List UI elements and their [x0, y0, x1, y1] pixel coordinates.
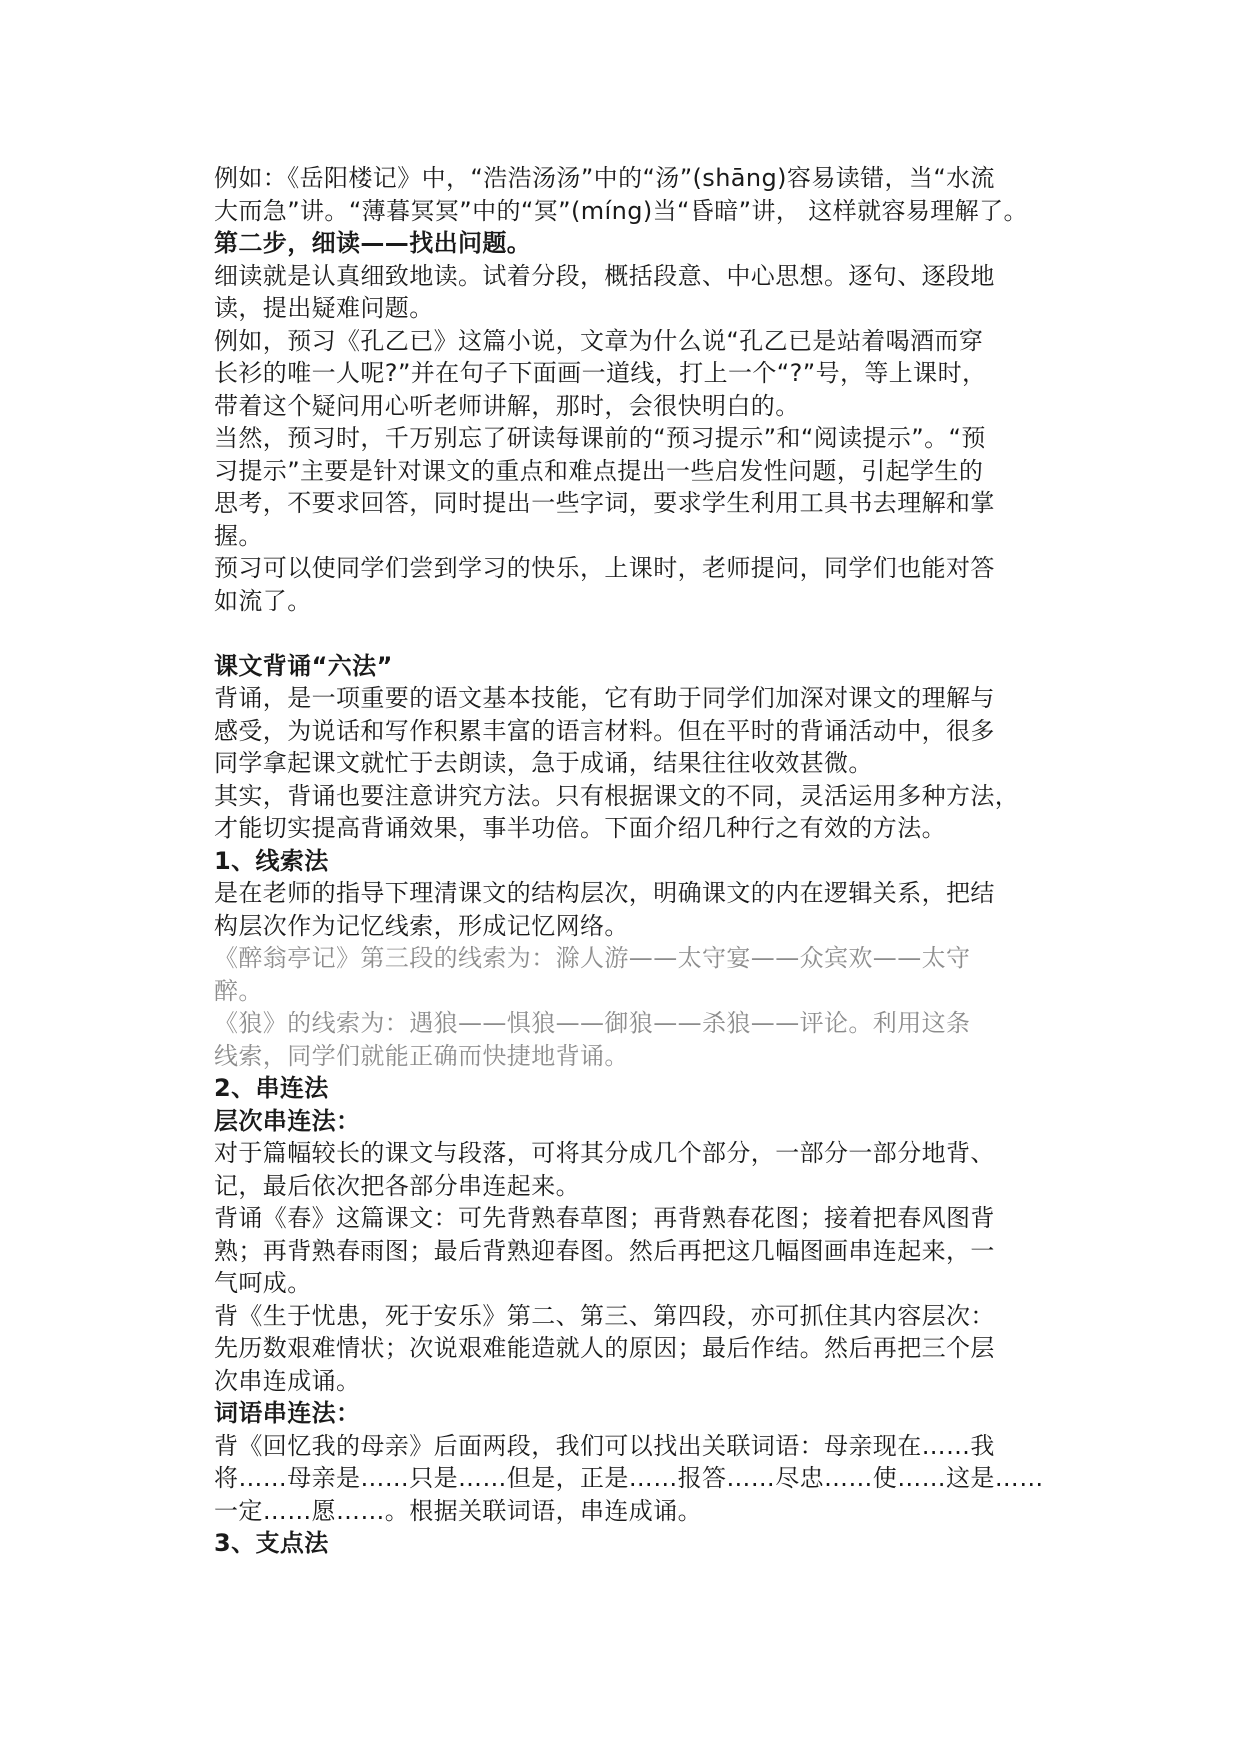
section-heading: 课文背诵“六法”	[214, 651, 393, 680]
body-line: 同学拿起课文就忙于去朗读，急于成诵，结果往往收效甚微。	[214, 749, 873, 777]
section-heading: 第二步，细读——找出问题。	[214, 229, 532, 257]
subsection-heading: 词语串连法：	[214, 1399, 361, 1427]
body-line: 背《回忆我的母亲》后面两段，我们可以找出关联词语：母亲现在……我	[214, 1431, 995, 1460]
body-line: 其实，背诵也要注意讲究方法。只有根据课文的不同，灵活运用多种方法，	[214, 781, 1020, 810]
body-line: 一定……愿……。根据关联词语，串连成诵。	[214, 1496, 702, 1525]
body-line: 气呵成。	[214, 1269, 312, 1297]
method-heading: 1、线索法	[214, 846, 329, 875]
example-line: 线索，同学们就能正确而快捷地背诵。	[214, 1041, 629, 1070]
body-line: 背诵，是一项重要的语文基本技能，它有助于同学们加深对课文的理解与	[214, 684, 995, 712]
body-line: 大而急”讲。“薄暮冥冥”中的“冥”(míng)当“昏暗”讲， 这样就容易理解了。	[214, 196, 1028, 225]
example-line: 醉。	[214, 976, 263, 1005]
body-line: 带着这个疑问用心听老师讲解，那时，会很快明白的。	[214, 391, 800, 420]
method-heading: 2、串连法	[214, 1074, 329, 1102]
body-line: 才能切实提高背诵效果，事半功倍。下面介绍几种行之有效的方法。	[214, 814, 946, 842]
example-line: 《狼》的线索为：遇狼——惧狼——御狼——杀狼——评论。利用这条	[214, 1009, 971, 1037]
body-line: 先历数艰难情状；次说艰难能造就人的原因；最后作结。然后再把三个层	[214, 1334, 995, 1362]
body-line: 如流了。	[214, 586, 312, 615]
body-line: 读，提出疑难问题。	[214, 294, 434, 322]
body-line: 背《生于忧患，死于安乐》第二、第三、第四段，亦可抓住其内容层次：	[214, 1301, 995, 1330]
body-line: 构层次作为记忆线索，形成记忆网络。	[214, 911, 629, 940]
body-line: 感受，为说话和写作积累丰富的语言材料。但在平时的背诵活动中，很多	[214, 716, 995, 745]
body-line: 当然，预习时，千万别忘了研读每课前的“预习提示”和“阅读提示”。“预	[214, 424, 986, 452]
body-line: 背诵《春》这篇课文：可先背熟春草图；再背熟春花图；接着把春风图背	[214, 1204, 995, 1232]
body-line: 例如：《岳阳楼记》中，“浩浩汤汤”中的“汤”(shāng)容易读错，当“水流	[214, 164, 995, 192]
blank-line	[214, 617, 1040, 650]
method-heading: 3、支点法	[214, 1529, 329, 1557]
document-page	[214, 162, 1044, 1560]
body-line: 细读就是认真细致地读。试着分段，概括段意、中心思想。逐句、逐段地	[214, 261, 995, 290]
body-line: 例如，预习《孔乙已》这篇小说，文章为什么说“孔乙已是站着喝酒而穿	[214, 326, 984, 355]
subsection-heading: 层次串连法：	[214, 1106, 361, 1135]
body-line: 对于篇幅较长的课文与段落，可将其分成几个部分，一部分一部分地背、	[214, 1139, 995, 1167]
body-line: 记，最后依次把各部分串连起来。	[214, 1171, 580, 1200]
body-line: 次串连成诵。	[214, 1366, 361, 1395]
body-line: 预习可以使同学们尝到学习的快乐，上课时，老师提问，同学们也能对答	[214, 554, 995, 582]
body-line: 长衫的唯一人呢?”并在句子下面画一道线，打上一个“?”号，等上课时，	[214, 359, 987, 387]
body-line: 将……母亲是……只是……但是，正是……报答……尽忠……使……这是……	[214, 1464, 1044, 1492]
body-line: 握。	[214, 521, 263, 550]
example-line: 《醉翁亭记》第三段的线索为：滁人游——太守宴——众宾欢——太守	[214, 944, 971, 972]
body-line: 熟；再背熟春雨图；最后背熟迎春图。然后再把这几幅图画串连起来，一	[214, 1236, 995, 1265]
body-line: 习提示”主要是针对课文的重点和难点提出一些启发性问题，引起学生的	[214, 456, 984, 485]
body-line: 思考，不要求回答，同时提出一些字词，要求学生利用工具书去理解和掌	[214, 489, 995, 517]
body-line: 是在老师的指导下理清课文的结构层次，明确课文的内在逻辑关系，把结	[214, 879, 995, 907]
